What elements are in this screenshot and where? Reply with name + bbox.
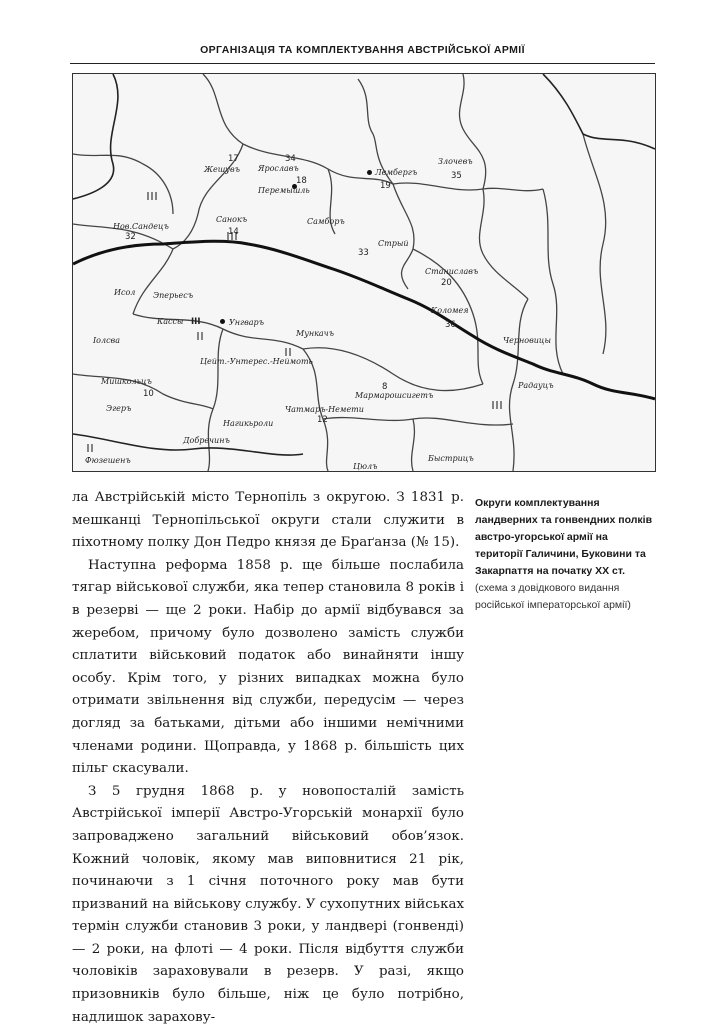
map-label-zlochiv: Злочевъ xyxy=(438,157,473,166)
map-label-stanyslaviv: Станиславъ xyxy=(425,267,479,276)
map-label-sanok: Санокъ xyxy=(216,215,248,224)
paragraph: ла Австрійській місто Тернопіль з округою. З 1831 р. мешканці Тернопільської округи стали служити в піхотному полку Дон Педро князя де Браґанза (№ 15). xyxy=(72,490,464,551)
header-rule xyxy=(70,63,655,64)
map-number: 32 xyxy=(125,232,136,242)
map-label-bistrita: Быстрицъ xyxy=(428,454,474,463)
map-label-uzhhorod: Унгваръ xyxy=(229,318,264,327)
map-label-radauti: Радауцъ xyxy=(518,381,554,390)
body-text xyxy=(72,487,464,1029)
map-label-kassa: Кассы xyxy=(157,317,184,326)
map-caption xyxy=(475,495,655,614)
paragraph: Наступна реформа 1858 р. ще більше послабила тягар військової служби, яка тепер становила 8 років і в резерві — ще 2 роки. Набір до армії відбувався за жеребом, причому було дозволено замість служби сплатити військовий податок або винайняти іншу особу. Крім того, у різних випадках можна було отримати звільнення від служби, передусім — через догляд за батьками, дітьми або іншими немічними членами родини. Щоправда, у 1868 р. більшість цих пільг скасували. xyxy=(72,557,464,777)
map-label-sambir: Самборъ xyxy=(307,217,345,226)
map-label-eperjes: Эперьесъ xyxy=(153,291,194,300)
map-number: III xyxy=(191,317,201,327)
map-number: 20 xyxy=(441,278,452,288)
map-label-isol: Исол xyxy=(114,288,136,297)
map-number: 19 xyxy=(380,181,391,191)
map-label-chernivtsi: Черновицы xyxy=(503,336,552,345)
city-marker xyxy=(220,319,225,324)
map-label-peremyshl: Перемышль xyxy=(258,186,310,195)
map-label-nowy-sacz: Нов.Сандецъ xyxy=(113,222,169,231)
historical-map xyxy=(72,73,656,472)
map-number: 33 xyxy=(358,248,369,258)
city-marker xyxy=(367,170,372,175)
map-label-miskolc: Мишкольцъ xyxy=(101,377,152,386)
map-drawing xyxy=(73,74,655,471)
map-number: 18 xyxy=(296,176,307,186)
map-number: 35 xyxy=(451,171,462,181)
map-number: 17 xyxy=(228,154,239,164)
map-label-stryi: Стрый xyxy=(378,239,409,248)
map-number: 10 xyxy=(143,389,154,399)
map-label-nagykaroly: Нагикьроли xyxy=(223,419,274,428)
map-label-lemberg: Лембергъ xyxy=(375,168,418,177)
map-label-iolsva: Іолсва xyxy=(93,336,120,345)
map-label-yaroslav: Ярославъ xyxy=(258,164,299,173)
caption-title: Округи комплектування ландверних та гонвендних полків австро-угорської армії на території Галичини, Буковини та Закарпаття на початку ХХ ст. xyxy=(475,497,653,577)
map-label-tsiul: Цюлъ xyxy=(353,462,378,471)
map-label-szatmar: Чатмаръ-Немети xyxy=(285,405,364,414)
map-label-zheshuv: Жешувъ xyxy=(204,165,240,174)
map-label-tseyt: Цейт.-Унтерес.-Неймоть xyxy=(200,357,313,366)
map-number: 12 xyxy=(317,415,328,425)
map-label-debrecen: Добречинъ xyxy=(183,436,230,445)
map-number: 34 xyxy=(285,154,296,164)
map-label-eger: Эгеръ xyxy=(106,404,132,413)
map-label-mukachevo: Мункачъ xyxy=(296,329,334,338)
map-number: 36 xyxy=(445,320,456,330)
running-header: ОРГАНІЗАЦІЯ ТА КОМПЛЕКТУВАННЯ АВСТРІЙСЬКОЇ АРМІЇ xyxy=(200,44,525,56)
caption-source: (схема з довідкового видання російської імператорської армії) xyxy=(475,582,631,611)
map-number: 8 xyxy=(382,382,388,392)
map-label-marmaros: Мармарошсигетъ xyxy=(355,391,434,400)
map-label-fuzesen: Фюзешенъ xyxy=(85,456,131,465)
paragraph: З 5 грудня 1868 р. у новопосталій замість Австрійської імперії Австро-Угорській монархії було запроваджено загальний військовий обов’язок. Кожний чоловік, якому мав виповнитися 21 рік, починаючи з 1 січня поточного року мав бути призваний на військову службу. У сухопутних військах термін служби становив 3 роки, у ландвері (гонвенді) — 2 роки, на флоті — 4 роки. Після відбуття служби чоловіків зараховували в резерв. У разі, якщо призовників було більше, ніж це було потрібно, надлишок зарахову- xyxy=(72,783,464,1025)
map-label-kolomyia: Коломея xyxy=(431,306,469,315)
map-number: 14 xyxy=(228,227,239,237)
